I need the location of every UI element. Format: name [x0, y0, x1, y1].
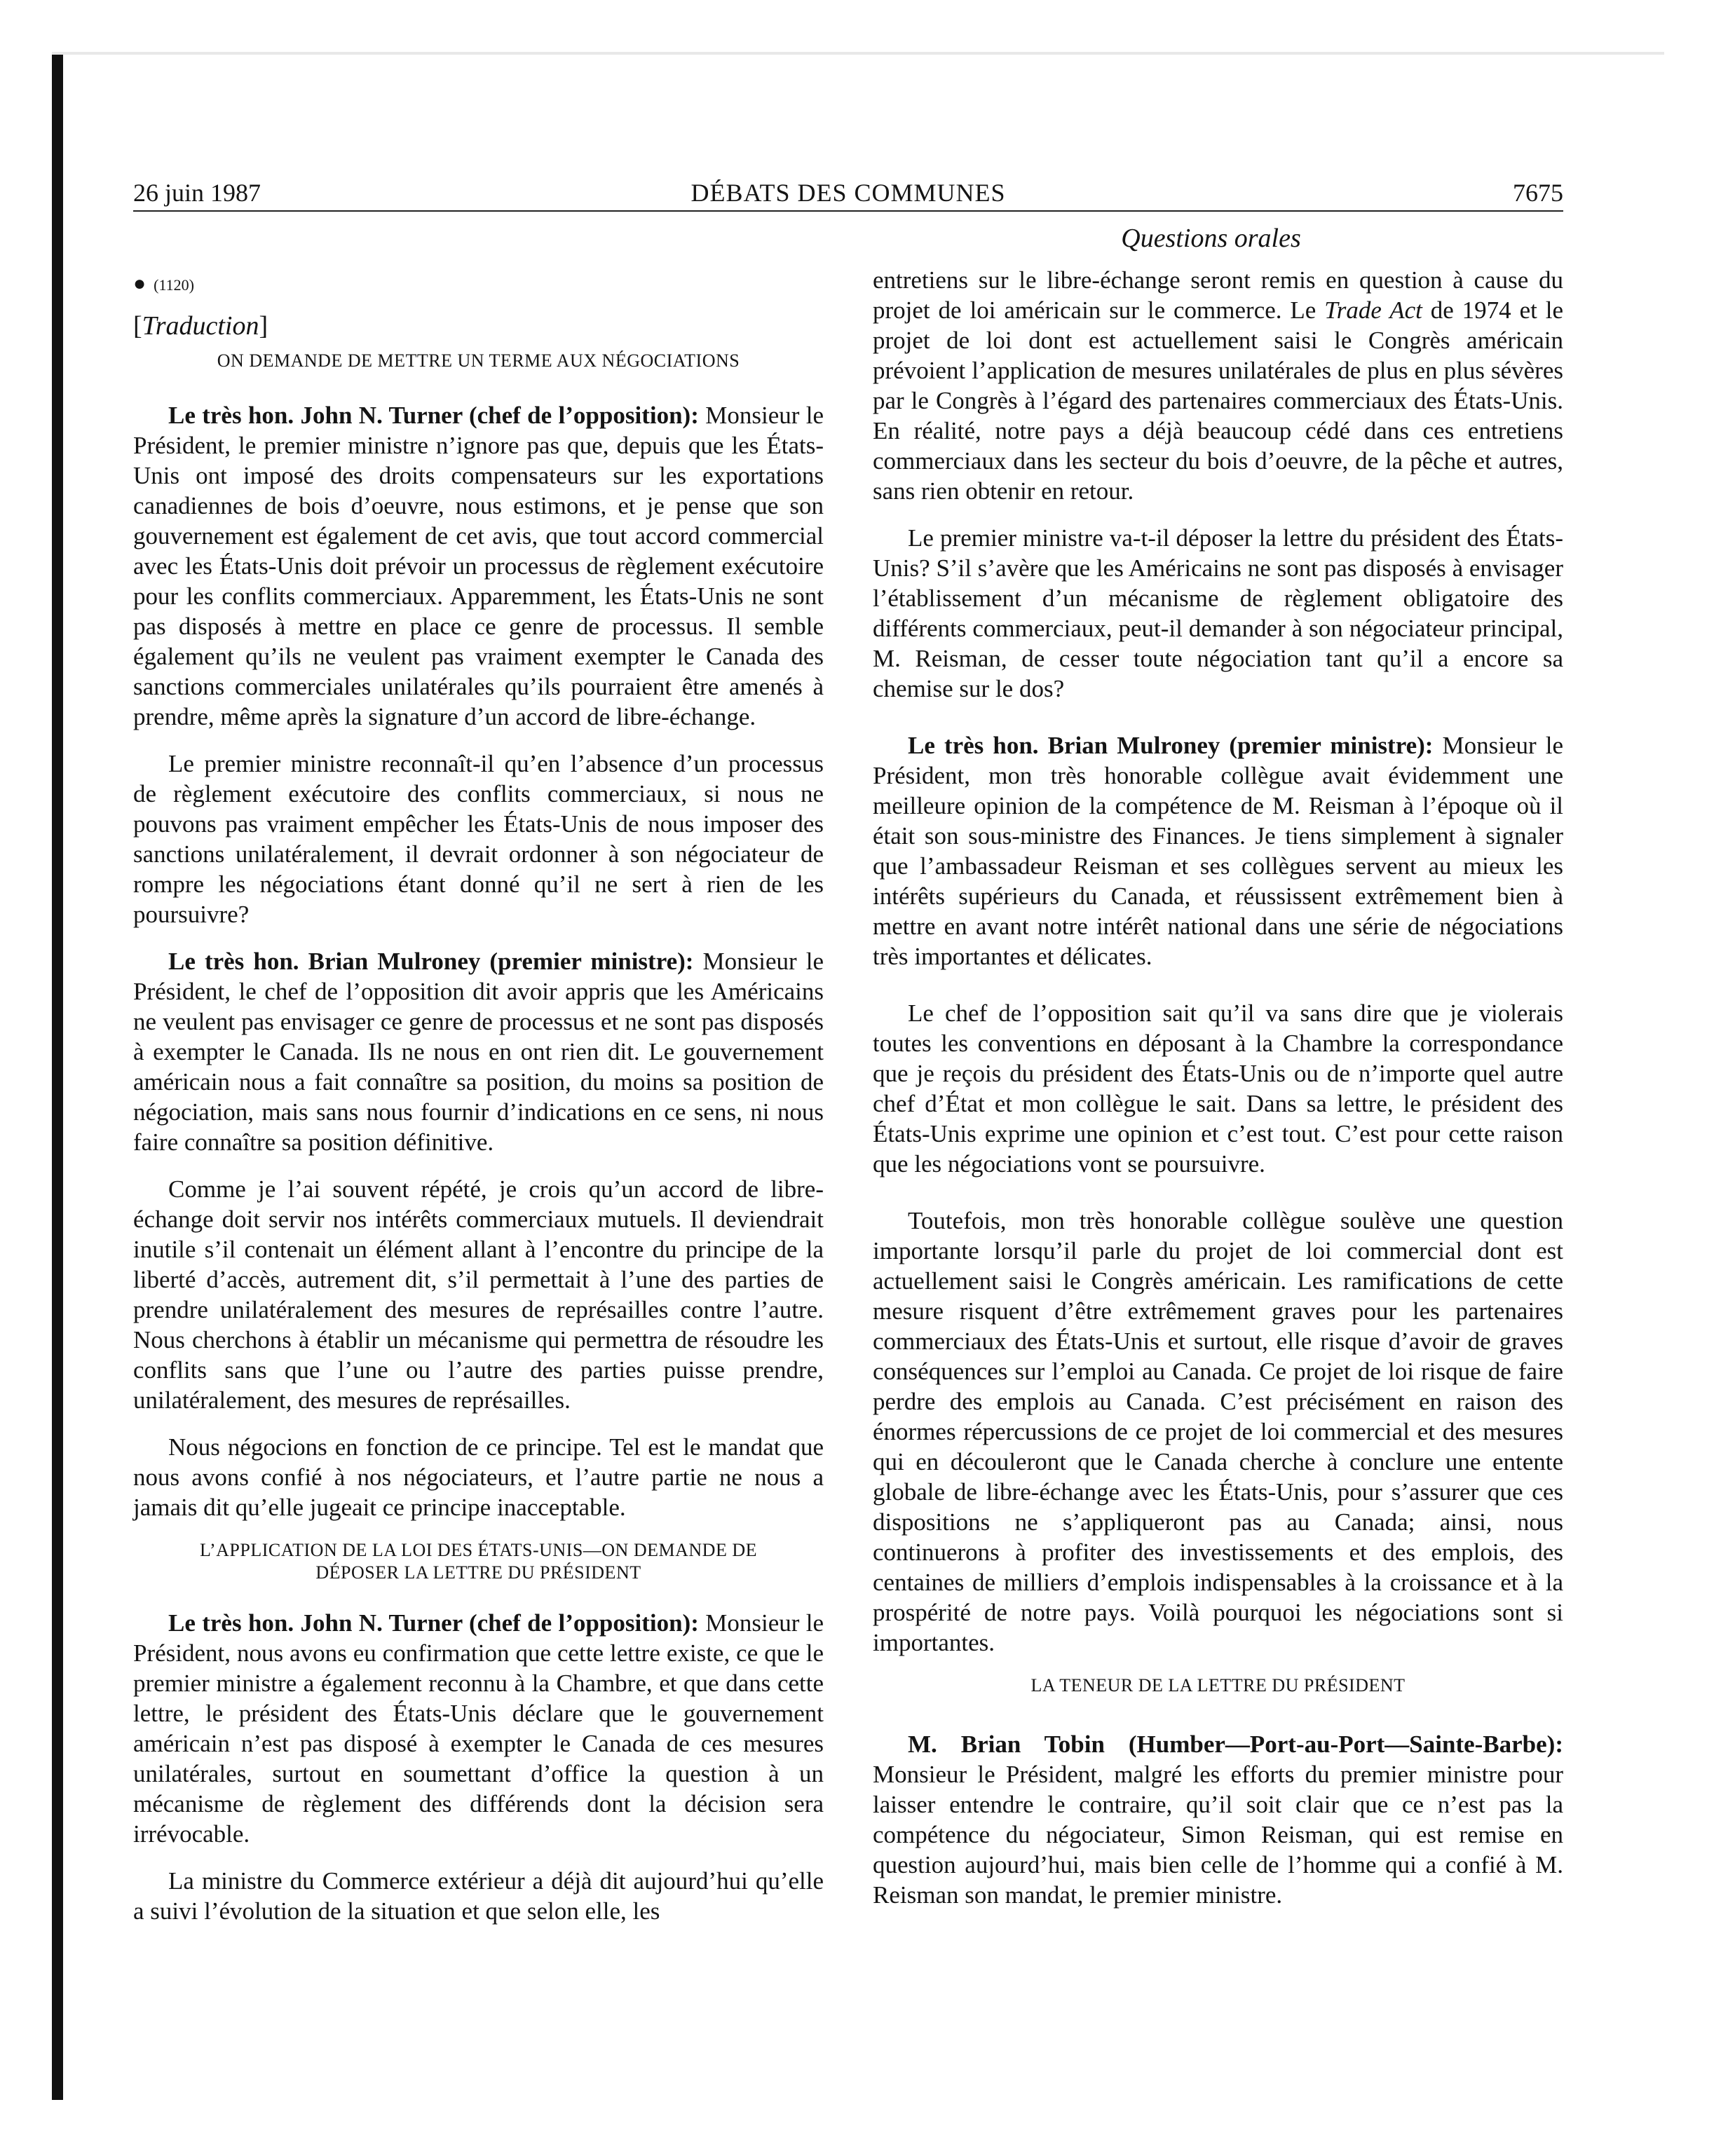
- paragraph: La ministre du Commerce extérieur a déjà dit aujourd’hui qu’elle a suivi l’évolution de la situation et que selon elle, les: [133, 1867, 824, 1925]
- page-header: [133, 177, 1563, 212]
- bullet-icon: ●: [133, 272, 147, 295]
- paragraph: [133, 946, 824, 1157]
- left-column: [133, 265, 824, 1943]
- translation-note: [Traduction]: [133, 311, 268, 341]
- header-page-number: 7675: [1513, 179, 1563, 207]
- heading-letter-content: LA TENEUR DE LA LETTRE DU PRÉSIDENT: [1030, 1675, 1406, 1696]
- speaker-name: Le très hon. John N. Turner (chef de l’opposition):: [168, 1609, 699, 1637]
- paragraph: Le chef de l’opposition sait qu’il va sans dire que je violerais toutes les conventions en déposant à la Chambre la correspondance que je reçois du président des États-Unis ou de n’importe quel autre chef d’État et mon collègue le sait. Dans sa lettre, le président des États-Unis exprime une opinion et c’est tout. C’est pour cette raison que les négociations vont se poursuivre.: [873, 999, 1563, 1178]
- paragraph-text: Monsieur le Président, mon très honorable collègue avait évidemment une meilleure opinion de la compétence de M. Reisman à l’époque où il était son sous-ministre des Finances. Je tiens simplement à signaler que l’ambassadeur Reisman et ses collègues servent au mieux les intérêts supérieurs du Canada, et réussissent extrêmement bien à mettre en avant notre intérêt national dans une série de négociations très importantes et délicates.: [873, 732, 1563, 970]
- paragraph: [873, 1729, 1563, 1910]
- speaker-name: Le très hon. Brian Mulroney (premier ministre):: [168, 948, 694, 975]
- paragraph-text: de 1974 et le projet de loi dont est actuellement saisi le Congrès américain prévoient l’application de mesures unilatérales de plus en plus sévères par le Congrès à l’égard des partenaires commerciaux des États-Unis. En réalité, notre pays a déjà beaucoup cédé dans ces entretiens commerciaux dans les secteur du bois d’oeuvre, de la pêche et autres, sans rien obtenir en retour.: [873, 296, 1563, 505]
- paragraph-text: Monsieur le Président, le chef de l’opposition dit avoir appris que les Américains ne veulent pas envisager ce genre de processus et ne sont pas disposés à exempter le Canada. Ils ne nous en ont rien dit. Le gouvernement américain nous a fait connaître sa position, du moins sa position de négociation, mais sans nous fournir d’indications en ce sens, ni nous faire connaître sa position définitive.: [133, 948, 824, 1156]
- translation-note-text: Traduction: [142, 311, 259, 341]
- header-journal-title: DÉBATS DES COMMUNES: [690, 179, 1006, 207]
- paragraph-text: entretiens sur le libre-échange seront remis en question à cause du projet de loi américain sur le commerce. Le: [873, 266, 1563, 324]
- speaker-name: M. Brian Tobin (Humber—Port-au-Port—Sainte-Barbe):: [908, 1731, 1563, 1758]
- time-marker: [133, 273, 824, 296]
- act-title: Trade Act: [1324, 296, 1422, 324]
- paragraph: [133, 1608, 824, 1849]
- paragraph: [873, 265, 1563, 506]
- paragraph: [873, 730, 1563, 971]
- right-column: [873, 265, 1563, 1927]
- paragraph: Nous négocions en fonction de ce principe. Tel est le mandat que nous avons confié à nos négociateurs, et l’autre partie ne nous a jamais dit qu’elle jugeait ce principe inacceptable.: [133, 1433, 824, 1521]
- paragraph: Comme je l’ai souvent répété, je crois qu’un accord de libre-échange doit servir nos intérêts commerciaux mutuels. Il deviendrait inutile s’il contenait un élément allant à l’encontre du principe de la liberté d’accès, autrement dit, s’il permettait à l’une des parties de prendre unilatéralement des mesures de représailles contre l’autre. Nous cherchons à établir un mécanisme qui permettra de résoudre les conflits sans que l’une ou l’autre des parties puisse prendre, unilatéralement, des mesures de représailles.: [133, 1175, 824, 1414]
- paragraph: Le premier ministre va-t-il déposer la lettre du président des États-Unis? S’il s’avère que les Américains ne sont pas disposés à envisager l’établissement d’un mécanisme de règlement obligatoire des différents commerciaux, peut-il demander à son négociateur principal, M. Reisman, de cesser toute négociation tant qu’il a encore sa chemise sur le dos?: [873, 524, 1563, 702]
- paragraph: Toutefois, mon très honorable collègue soulève une question importante lorsqu’il parle du projet de loi commercial dont est actuellement saisi le Congrès américain. Les ramifications de cette mesure risquent d’être extrêmement graves pour les partenaires commerciaux des États-Unis et surtout, elle risque d’avoir de graves conséquences sur l’emploi au Canada. Ce projet de loi risque de faire perdre des emplois au Canada. C’est précisément en raison des énormes répercussions de ce projet de loi commercial et des mesures qui en découleront que le Canada cherche à conclure une entente globale de libre-échange avec les États-Unis, pour s’assurer que ces dispositions ne s’appliqueront pas au Canada; ainsi, nous continuerons à profiter des investissements et des emplois, des centaines de milliers d’emplois indispensables à la croissance et à la prospérité de notre pays. Voilà pourquoi les négociations sont si importantes.: [873, 1207, 1563, 1656]
- paragraph-text: Monsieur le Président, le premier ministre n’ignore pas que, depuis que les États-Unis ont imposé des droits compensateurs sur les exportations canadiennes de bois d’oeuvre, nous estimons, et je pense que son gouvernement est également de cet avis, que tout accord commercial avec les États-Unis doit prévoir un processus de règlement exécutoire pour les conflits commerciaux. Apparemment, les États-Unis ne sont pas disposés à mettre en place ce genre de processus. Il semble également qu’ils ne veulent pas vraiment exempter le Canada des sanctions commerciales unilatérales qu’ils pourraient être amenés à prendre, même après la signature d’un accord de libre-échange.: [133, 402, 824, 730]
- speaker-name: Le très hon. John N. Turner (chef de l’opposition):: [168, 402, 699, 429]
- heading-us-law-letter: L’APPLICATION DE LA LOI DES ÉTATS-UNIS—ON DEMANDE DE DÉPOSER LA LETTRE DU PRÉSIDENT: [200, 1540, 757, 1583]
- paragraph-text: Monsieur le Président, malgré les efforts du premier ministre pour laisser entendre le contraire, qu’il soit clair que ce n’est pas la compétence du négociateur, Simon Reisman, qui est remise en question aujourd’hui, mais bien celle de l’homme qui a confié à M. Reisman son mandat, le premier ministre.: [873, 1761, 1563, 1909]
- document-page: [133, 0, 1563, 2103]
- time-marker-text: (1120): [154, 276, 194, 294]
- paragraph: [133, 400, 824, 732]
- scan-border: [52, 52, 63, 2100]
- section-title: Questions orales: [1121, 224, 1301, 253]
- speaker-name: Le très hon. Brian Mulroney (premier ministre):: [908, 732, 1434, 759]
- paragraph-text: Monsieur le Président, nous avons eu confirmation que cette lettre existe, ce que le premier ministre a également reconnu à la Chambre, et que dans cette lettre, le président des États-Unis déclare que le gouvernement américain n’est pas disposé à exempter le Canada de ces mesures unilatérales, surtout en soumettant d’office la question à un mécanisme de règlement des différends dont la décision sera irrévocable.: [133, 1609, 824, 1848]
- heading-end-negotiations: ON DEMANDE DE METTRE UN TERME AUX NÉGOCIATIONS: [217, 350, 740, 371]
- header-date: 26 juin 1987: [133, 179, 261, 207]
- paragraph: Le premier ministre reconnaît-il qu’en l’absence d’un processus de règlement exécutoire des conflits commerciaux, si nous ne pouvons pas vraiment empêcher les États-Unis de nous imposer des sanctions unilatéralement, il devrait ordonner à son négociateur de rompre les négociations étant donné qu’il ne sert à rien de les poursuivre?: [133, 750, 824, 928]
